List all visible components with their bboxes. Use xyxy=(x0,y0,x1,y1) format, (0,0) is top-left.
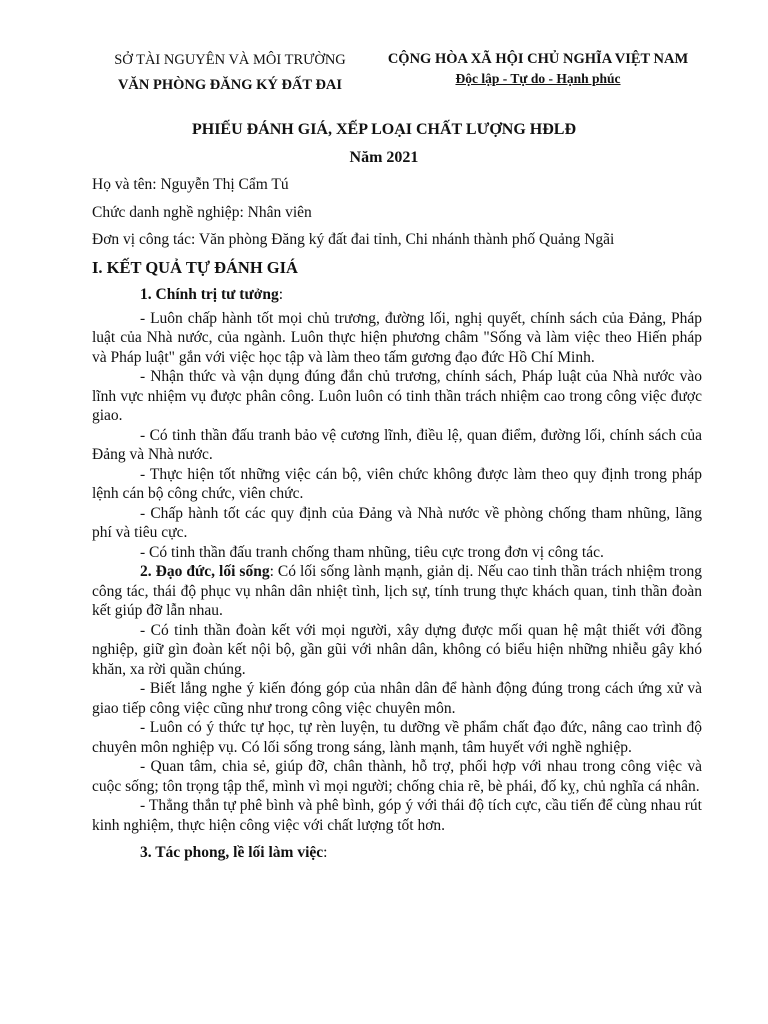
subsection-politics-colon: : xyxy=(278,286,284,303)
politics-paragraph: - Có tinh thần đấu tranh chống tham nhũng, tiêu cực trong đơn vị công tác. xyxy=(140,543,604,561)
subsection-politics-label: 1. Chính trị tư tưởng xyxy=(140,286,279,303)
nation-name: CỘNG HÒA XÃ HỘI CHỦ NGHĨA VIỆT NAM xyxy=(387,51,689,67)
ethics-paragraph: - Biết lắng nghe ý kiến đóng góp của nhân dân để hành động đúng trong cách ứng xử và giao tiếp công việc cũng như trong công việc chuyên môn. xyxy=(92,680,702,717)
subsection-ethics-label: 2. Đạo đức, lối sống xyxy=(140,563,270,580)
national-motto: Độc lập - Tự do - Hạnh phúc xyxy=(455,71,621,86)
agency-header xyxy=(80,48,380,98)
politics-paragraph: - Luôn chấp hành tốt mọi chủ trương, đường lối, nghị quyết, chính sách của Đảng, Pháp luật của Nhà nước, của ngành. Luôn thực hiện phương châm "Sống và làm việc theo Hiến pháp và Pháp luật" gắn với việc học tập và làm theo tấm gương đạo đức Hồ Chí Minh. xyxy=(92,309,702,366)
subsection-ethics-paragraph xyxy=(92,562,702,621)
subsection-workstyle-label: 3. Tác phong, lề lối làm việc xyxy=(140,844,324,861)
employee-position: Chức danh nghề nghiệp: Nhân viên xyxy=(92,204,312,221)
ethics-paragraph: - Quan tâm, chia sẻ, giúp đỡ, chân thành, hỗ trợ, phối hợp với nhau trong công việc và cuộc sống; tôn trọng tập thể, mình vì mọi người; chống chia rẽ, bè phái, đố kỵ, chủ nghĩa cá nhân. xyxy=(92,758,702,795)
section-heading: I. KẾT QUẢ TỰ ĐÁNH GIÁ xyxy=(92,258,298,277)
employee-unit: Đơn vị công tác: Văn phòng Đăng ký đất đai tỉnh, Chi nhánh thành phố Quảng Ngãi xyxy=(92,231,615,248)
politics-paragraph: - Nhận thức và vận dụng đúng đắn chủ trương, chính sách, Pháp luật của Nhà nước vào lĩnh vực nhiệm vụ được phân công. Luôn luôn có tinh thần trách nhiệm cao trong công việc được giao. xyxy=(92,368,702,424)
office-name: VĂN PHÒNG ĐĂNG KÝ ĐẤT ĐAI xyxy=(117,77,343,93)
document-title: PHIẾU ĐÁNH GIÁ, XẾP LOẠI CHẤT LƯỢNG HĐLĐ xyxy=(191,121,577,138)
employee-name: Họ và tên: Nguyễn Thị Cẩm Tú xyxy=(92,176,289,193)
politics-paragraph: - Thực hiện tốt những việc cán bộ, viên chức không được làm theo quy định trong pháp lệnh cán bộ công chức, viên chức. xyxy=(92,465,702,502)
subsection-politics-heading xyxy=(92,285,702,305)
politics-paragraph: - Chấp hành tốt các quy định của Đảng và Nhà nước về phòng chống tham nhũng, lãng phí và tiêu cực. xyxy=(92,504,702,541)
agency-name: SỞ TÀI NGUYÊN VÀ MÔI TRƯỜNG xyxy=(114,52,346,68)
nation-header xyxy=(368,48,708,88)
ethics-paragraph: - Thẳng thắn tự phê bình và phê bình, góp ý với thái độ tích cực, cầu tiến để cùng nhau rút kinh nghiệm, thực hiện công việc với chất lượng tốt hơn. xyxy=(92,797,702,834)
ethics-paragraph: - Luôn có ý thức tự học, tự rèn luyện, tu dưỡng về phẩm chất đạo đức, nâng cao trình độ chuyên môn nghiệp vụ. Có lối sống trong sáng, lành mạnh, tâm huyết với nghề nghiệp. xyxy=(92,719,702,756)
subsection-ethics-text: : Có lối sống lành mạnh, giản dị. Nếu cao tinh thần trách nhiệm trong công tác, thái độ phục vụ nhân dân nhiệt tình, lịch sự, tính trung thực khách quan, tinh thần đoàn kết giúp đỡ lẫn nhau. xyxy=(92,563,702,619)
subsection-workstyle-heading xyxy=(92,843,702,863)
politics-paragraph: - Có tinh thần đấu tranh bảo vệ cương lĩnh, điều lệ, quan điểm, đường lối, chính sách của Đảng và Nhà nước. xyxy=(92,426,702,463)
subsection-workstyle-colon: : xyxy=(323,844,328,861)
section-content xyxy=(92,285,702,863)
ethics-paragraph: - Có tinh thần đoàn kết với mọi người, xây dựng được mối quan hệ mật thiết với đồng nghiệp, giữ gìn đoàn kết nội bộ, gần gũi với nhân dân, không có biểu hiện những nhiễu gây khó khăn, xa rời quần chúng. xyxy=(92,621,702,678)
document-year: Năm 2021 xyxy=(349,149,419,166)
